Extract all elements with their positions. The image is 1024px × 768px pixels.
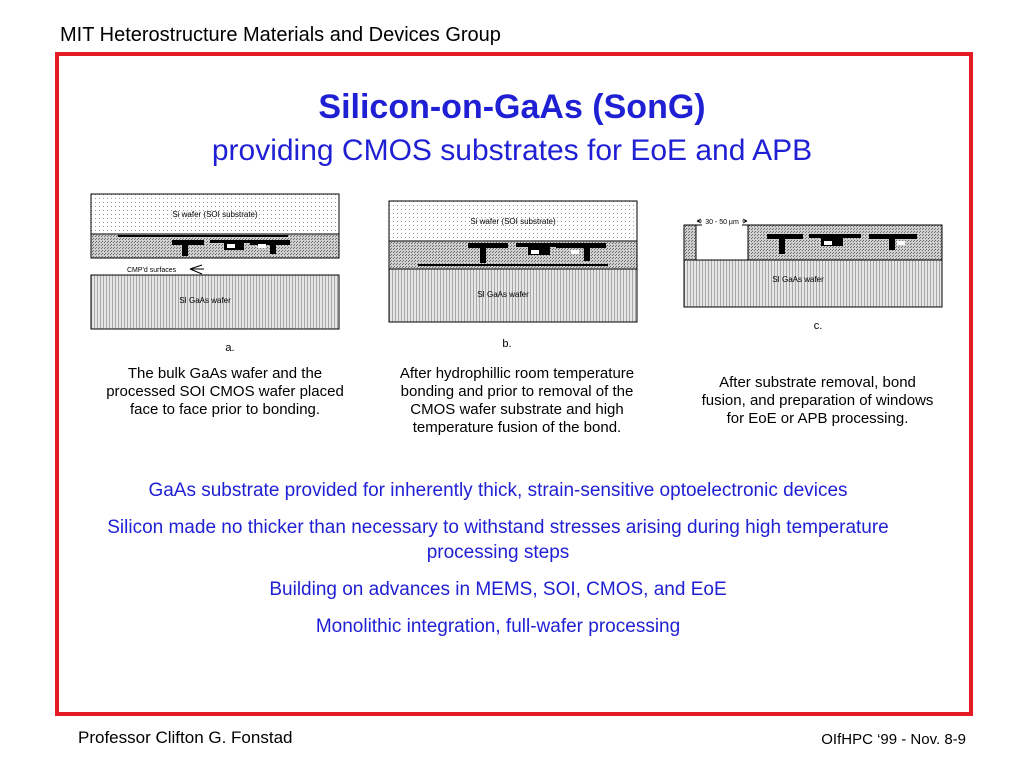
diagram-b-fig-label: b. [502, 338, 512, 350]
key-point: GaAs substrate provided for inherently thick, strain-sensitive optoelectronic devices [148, 480, 848, 501]
thin-si-left [684, 225, 696, 260]
diagram-c-window-label: 30 - 50 µm [705, 219, 739, 226]
diagram-c-windows [683, 216, 943, 308]
slide-subtitle: providing CMOS substrates for EoE and APB [211, 134, 813, 167]
diagram-a-fig-label: a. [225, 342, 235, 354]
diagram-a-caption: The bulk GaAs wafer and the processed SOI CMOS wafer placed face to face prior to bonding. [106, 365, 344, 418]
slide-title: Silicon-on-GaAs (SonG) [318, 88, 706, 126]
key-point: Building on advances in MEMS, SOI, CMOS, and EoE [269, 579, 727, 600]
diagram-a-cmp-label: CMP'd surfaces [127, 267, 177, 274]
key-point: Monolithic integration, full-wafer processing [315, 616, 681, 637]
diagram-b-gaas-label: SI GaAs wafer [477, 290, 529, 299]
group-header: MIT Heterostructure Materials and Devices Group [60, 24, 501, 46]
conference-date: OIfHPC ‘99 - Nov. 8-9 [821, 731, 966, 748]
diagram-b-bonded [388, 200, 638, 323]
diagram-c-gaas-label: SI GaAs wafer [772, 275, 824, 284]
diagram-a-gaas-label: SI GaAs wafer [179, 296, 231, 305]
cmp-arrow-icon [190, 265, 204, 274]
diagram-a-si-label: Si wafer (SOI substrate) [172, 210, 258, 219]
cmos-layer [748, 225, 942, 260]
diagram-b-si-label: Si wafer (SOI substrate) [470, 217, 556, 226]
key-point: Silicon made no thicker than necessary to withstand stresses arising during high temperature processing steps [107, 517, 889, 563]
diagram-c-caption: After substrate removal, bond fusion, and preparation of windows for EoE or APB processing. [701, 374, 934, 427]
diagram-a-bonding-setup [90, 193, 340, 330]
cmos-layer [91, 234, 339, 258]
window-opening [696, 225, 748, 260]
diagram-c-fig-label: c. [813, 320, 823, 332]
key-points [100, 478, 896, 651]
presenter-name: Professor Clifton G. Fonstad [78, 728, 293, 747]
diagram-b-caption: After hydrophillic room temperature bonding and prior to removal of the CMOS wafer substrate and high temperature fusion of the bond. [399, 365, 635, 436]
